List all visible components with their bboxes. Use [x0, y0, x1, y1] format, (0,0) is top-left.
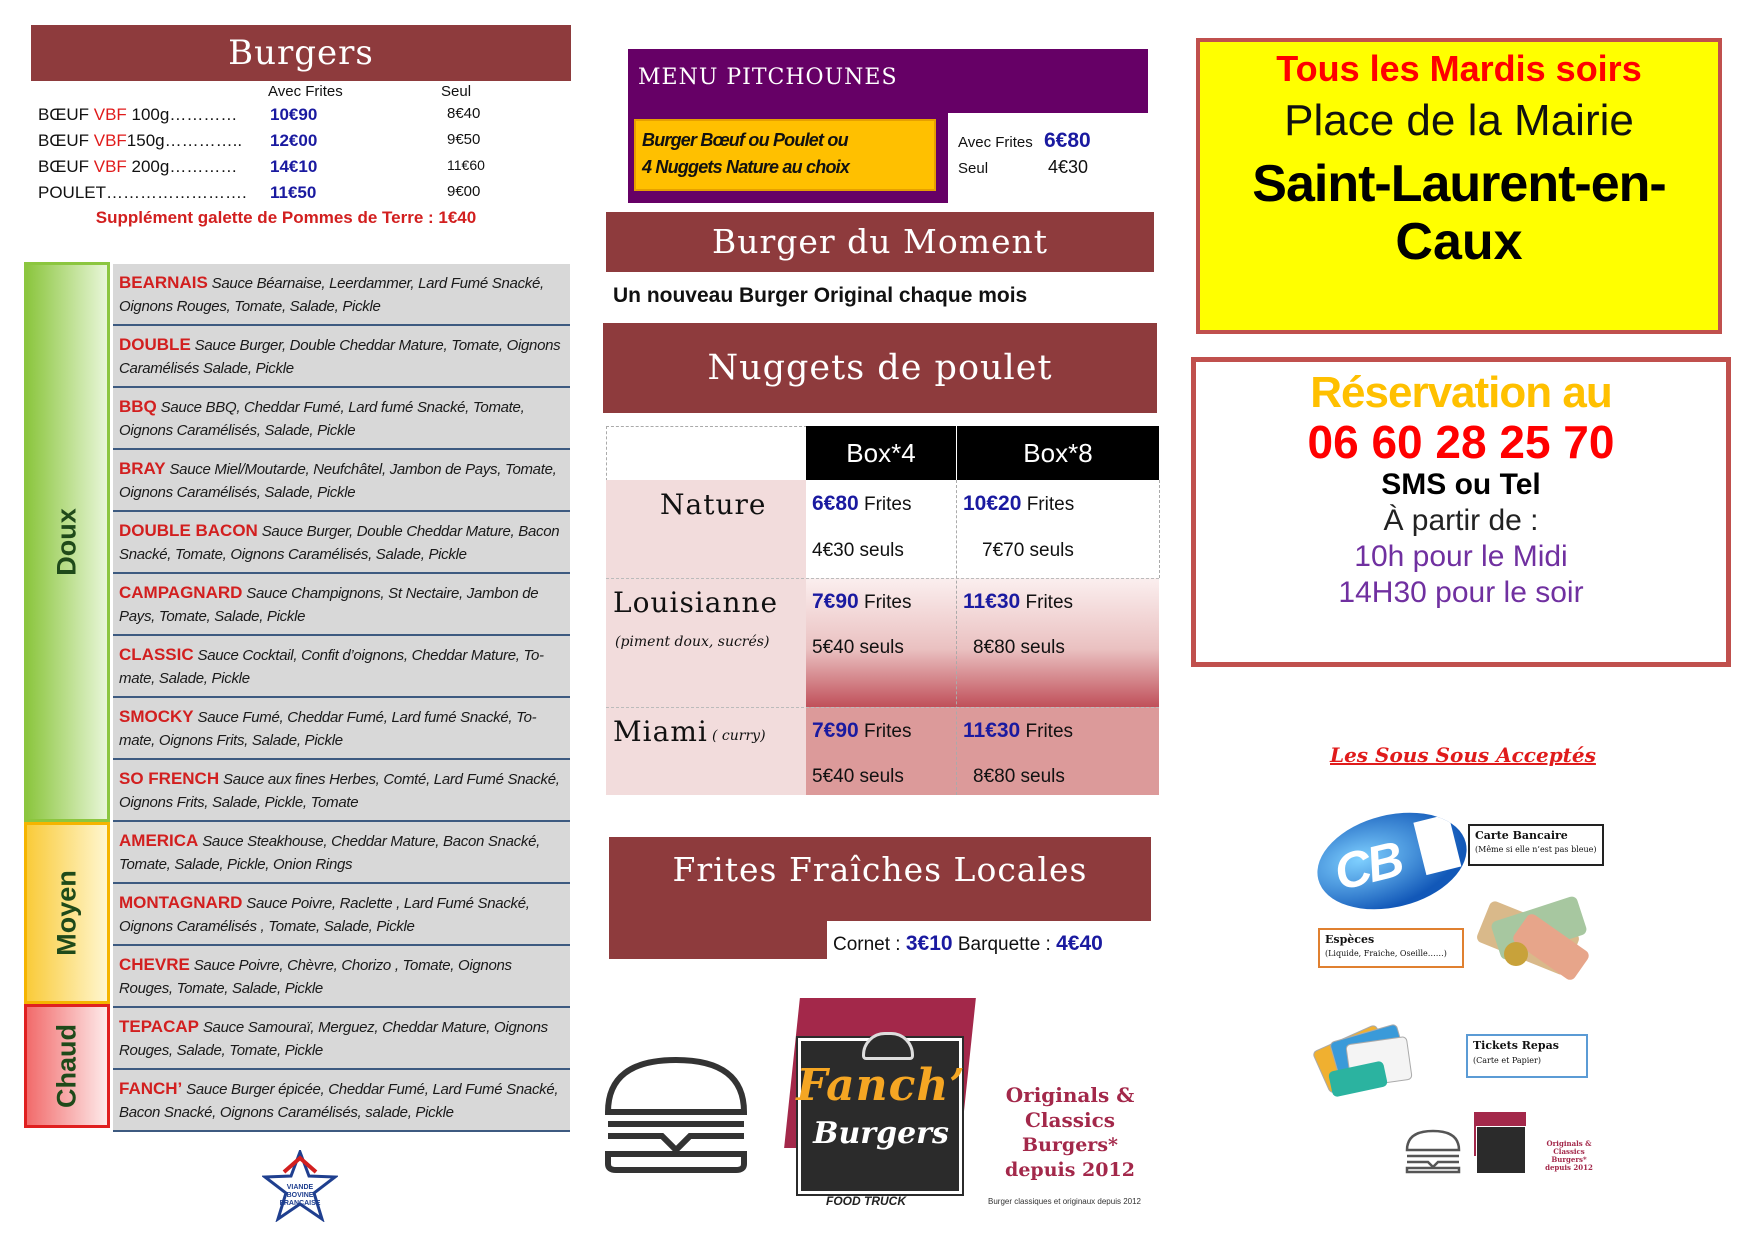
nuggets-title: Nuggets de poulet — [707, 348, 1053, 388]
small-brand-tagline — [1534, 1140, 1604, 1172]
reservation-mode: SMS ou Tel — [1381, 468, 1541, 501]
category-doux-label: Doux — [51, 508, 82, 576]
vbf-label: VBF — [93, 105, 127, 124]
price-frites: 11€50 — [270, 183, 317, 202]
nuggets-header-box4 — [806, 426, 956, 480]
burger-desc: Sauce Samouraï, Merguez, Cheddar Mature, Oignons Rouges, Salade, Tomate, Pickle — [119, 1019, 548, 1059]
cash-label-box — [1318, 928, 1464, 968]
price-row — [38, 157, 498, 183]
price-seul: 9€00 — [447, 183, 481, 200]
burger-desc: Sauce Steakhouse, Cheddar Mature, Bacon Snacké, Tomate, Salade, Pickle, Onion Rings — [119, 833, 540, 873]
burger-name: BRAY — [119, 459, 166, 478]
price-item-name: BŒUF — [38, 157, 94, 176]
barquette-price: 4€40 — [1056, 932, 1103, 955]
burger-item — [113, 698, 570, 760]
nuggets-price: 7€90 — [812, 590, 859, 613]
card-note: (Même si elle n’est pas bleue) — [1475, 845, 1597, 854]
small-tag-line1: Originals & Classics — [1546, 1139, 1592, 1156]
reservation-midi: 10h pour le Midi — [1354, 540, 1568, 573]
category-moyen — [24, 822, 110, 1004]
burger-name: CAMPAGNARD — [119, 583, 243, 602]
burger-item — [113, 450, 570, 512]
nuggets-label-nature: Nature — [660, 488, 767, 521]
moment-text: Un nouveau Burger Original chaque mois — [613, 284, 1028, 307]
burger-name: BEARNAIS — [119, 273, 208, 292]
burger-name: MONTAGNARD — [119, 893, 243, 912]
burger-item — [113, 822, 570, 884]
col-header-frites: Avec Frites — [268, 83, 343, 100]
frites-word: Frites — [864, 721, 912, 742]
burger-item — [113, 884, 570, 946]
burger-desc: Sauce Cocktail, Confit d’oignons, Cheddar Mature, To-mate, Salade, Pickle — [119, 647, 544, 687]
moment-banner — [606, 212, 1154, 272]
pitchounes-frites-price: 6€80 — [1044, 129, 1091, 152]
cornet-label: Cornet : — [833, 934, 906, 955]
pitchounes-box — [628, 49, 1148, 113]
brand-tag-line3: depuis 2012 — [1005, 1159, 1135, 1181]
reservation-box — [1191, 357, 1731, 667]
price-item-size: 150g………….. — [126, 131, 243, 150]
frites-word: Frites — [1026, 494, 1075, 515]
vbf-label: VBF — [93, 157, 127, 176]
burger-name: SMOCKY — [119, 707, 194, 726]
burger-desc: Sauce Miel/Moutarde, Neufchâtel, Jambon de Pays, Tomate, Oignons Caramélisés, Salade, Pickle — [119, 461, 557, 501]
small-tag-line3: depuis 2012 — [1545, 1163, 1593, 1172]
cash-label: Espèces — [1325, 933, 1375, 946]
nuggets-cell — [963, 590, 1073, 614]
frites-title: Frites Fraîches Locales — [672, 850, 1088, 889]
nuggets-price: 10€20 — [963, 492, 1022, 515]
pitchounes-desc-line2: 4 Nuggets Nature au choix — [642, 157, 850, 177]
category-moyen-label: Moyen — [51, 870, 82, 956]
nuggets-seul: 5€40 seuls — [812, 766, 904, 787]
moment-title: Burger du Moment — [711, 222, 1049, 261]
burger-item — [113, 1008, 570, 1070]
burger-name: DOUBLE — [119, 335, 191, 354]
cb-logo-text: CB — [1328, 830, 1407, 902]
vbf-label: VBF — [93, 131, 127, 150]
col-header-seul: Seul — [441, 83, 472, 100]
small-fanch-logo — [1466, 1112, 1532, 1178]
burger-name: DOUBLE BACON — [119, 521, 258, 540]
frites-word: Frites — [864, 494, 912, 515]
nuggets-price: 7€90 — [812, 719, 859, 742]
location-day: Tous les Mardis soirs — [1276, 48, 1642, 89]
nuggets-label-miami: Miami — [613, 715, 708, 748]
burger-name: AMERICA — [119, 831, 199, 850]
burger-desc: Sauce Fumé, Cheddar Fumé, Lard fumé Snacké, To-mate, Oignons Frits, Salade, Pickle — [119, 709, 537, 749]
card-label: Carte Bancaire — [1475, 829, 1568, 842]
location-town-line1: Saint-Laurent-en- — [1252, 155, 1666, 213]
pitchounes-seul-label: Seul — [958, 160, 989, 177]
location-box — [1196, 38, 1722, 334]
burgers-banner — [31, 25, 571, 81]
nuggets-cell — [812, 590, 912, 614]
tickets-label: Tickets Repas — [1473, 1039, 1559, 1052]
price-seul: 9€50 — [447, 131, 481, 148]
price-frites: 14€10 — [270, 157, 318, 176]
burger-desc: Sauce Champignons, St Nectaire, Jambon de Pays, Tomate, Salade, Pickle — [119, 585, 539, 625]
burger-desc: Sauce Burger, Double Cheddar Mature, Tomate, Oignons Caramélisés Salade, Pickle — [119, 337, 561, 377]
burger-item — [113, 636, 570, 698]
burger-desc: Sauce Burger, Double Cheddar Mature, Bacon Snacké, Tomate, Oignons Caramélisés, Salade, Pickle — [119, 523, 560, 563]
pitchounes-desc-line1: Burger Bœuf ou Poulet ou — [642, 130, 848, 150]
brand-tagline — [970, 1083, 1170, 1183]
box4-label: Box*4 — [846, 438, 916, 468]
frites-word: Frites — [1025, 721, 1074, 742]
payments-title: Les Sous Sous Acceptés — [1330, 743, 1596, 767]
nuggets-banner — [603, 323, 1157, 413]
burger-desc: Sauce Béarnaise, Leerdammer, Lard Fumé Snacké, Oignons Rouges, Tomate, Salade, Pickle — [119, 275, 544, 315]
brand-tag-line2: Burgers* — [1022, 1134, 1118, 1156]
nuggets-label-louisianne: Louisianne — [613, 586, 779, 619]
fanch-logo-name: Fanch’ — [796, 1060, 966, 1111]
price-row — [38, 131, 498, 157]
cash-note: (Liquide, Fraiche, Oseille……) — [1325, 949, 1447, 958]
vbf-logo-line3: FRANÇAISE — [279, 1200, 321, 1207]
nuggets-cell — [963, 492, 1074, 516]
reservation-soir: 14H30 pour le soir — [1338, 576, 1584, 609]
price-row — [38, 183, 498, 209]
burger-item — [113, 264, 570, 326]
reservation-from: À partir de : — [1383, 504, 1539, 537]
burger-name: BBQ — [119, 397, 157, 416]
small-tag-line2: Burgers* — [1551, 1155, 1587, 1164]
burger-item — [113, 326, 570, 388]
nuggets-cell — [812, 492, 912, 516]
nuggets-seul: 7€70 seuls — [982, 540, 1074, 561]
burger-name: CLASSIC — [119, 645, 194, 664]
nuggets-seul: 8€80 seuls — [973, 766, 1065, 787]
price-item-name: POULET……………………. — [38, 183, 247, 202]
reservation-title: Réservation au — [1310, 368, 1612, 417]
burger-item — [113, 1070, 570, 1132]
pitchounes-desc-box — [628, 113, 948, 203]
frites-word: Frites — [1025, 592, 1074, 613]
pitchounes-seul-price: 4€30 — [1048, 157, 1089, 177]
brand-footnote: Burger classiques et originaux depuis 2012 — [988, 1197, 1141, 1206]
fanch-logo — [766, 998, 980, 1208]
pitchounes-title: MENU PITCHOUNES — [638, 65, 898, 90]
fanch-logo-burgers: Burgers — [813, 1116, 949, 1151]
burger-desc: Sauce aux fines Herbes, Comté, Lard Fumé Snacké, Oignons Frits, Salade, Pickle, Tomate — [119, 771, 560, 811]
price-frites: 10€90 — [270, 105, 318, 124]
barquette-label: Barquette : — [952, 934, 1057, 955]
category-doux — [24, 262, 110, 822]
price-item-size: 100g………… — [126, 105, 238, 124]
burger-desc: Sauce Poivre, Raclette , Lard Fumé Snacké, Oignons Caramélisés , Tomate, Salade, Pickle — [119, 895, 530, 935]
nuggets-price: 6€80 — [812, 492, 859, 515]
box8-label: Box*8 — [1023, 438, 1093, 468]
nuggets-price: 11€30 — [963, 590, 1021, 613]
food-truck-label: FOOD TRUCK — [826, 1194, 906, 1208]
nuggets-seul: 5€40 seuls — [812, 637, 904, 658]
burger-item — [113, 574, 570, 636]
nuggets-sub-louisianne: (piment doux, sucrés) — [615, 634, 770, 650]
price-item-name: BŒUF — [38, 131, 94, 150]
burger-item — [113, 760, 570, 822]
meal-tickets-icon — [1312, 1014, 1416, 1098]
burger-desc: Sauce Poivre, Chèvre, Chorizo , Tomate, Oignons Rouges, Tomate, Salade, Pickle — [119, 957, 512, 997]
burger-outline-icon — [602, 1056, 750, 1174]
frites-prices — [833, 932, 1103, 956]
cb-card-icon — [1307, 798, 1477, 924]
burgers-title: Burgers — [228, 33, 374, 73]
burger-desc: Sauce BBQ, Cheddar Fumé, Lard fumé Snacké, Tomate, Oignons Caramélisés, Salade, Pickle — [119, 399, 525, 439]
cornet-price: 3€10 — [905, 932, 953, 955]
frites-banner-tail — [609, 921, 827, 959]
location-place: Place de la Mairie — [1284, 96, 1634, 145]
nuggets-cell — [963, 719, 1073, 743]
frites-banner — [609, 837, 1151, 921]
brand-tag-line1: Originals & Classics — [1005, 1083, 1135, 1132]
reservation-phone: 06 60 28 25 70 — [1307, 416, 1615, 468]
price-seul: 11€60 — [447, 157, 485, 173]
category-chaud-label: Chaud — [51, 1024, 82, 1108]
burger-item — [113, 946, 570, 1008]
cash-icon — [1474, 896, 1598, 978]
location-town-line2: Caux — [1395, 213, 1523, 271]
nuggets-price: 11€30 — [963, 719, 1021, 742]
burger-name: CHEVRE — [119, 955, 190, 974]
small-burger-outline-icon — [1404, 1128, 1462, 1176]
price-frites: 12€00 — [270, 131, 318, 150]
pitchounes-frites-label: Avec Frites — [958, 134, 1033, 151]
frites-word: Frites — [864, 592, 912, 613]
nuggets-seul: 8€80 seuls — [973, 637, 1065, 658]
category-chaud — [24, 1004, 110, 1128]
price-item-name: BŒUF — [38, 105, 94, 124]
card-label-box — [1468, 824, 1604, 866]
burger-item — [113, 388, 570, 450]
nuggets-header-box8 — [957, 426, 1159, 480]
burger-name: TEPACAP — [119, 1017, 199, 1036]
nuggets-cell — [812, 719, 912, 743]
burger-name: SO FRENCH — [119, 769, 220, 788]
burger-desc: Sauce Burger épicée, Cheddar Fumé, Lard Fumé Snacké, Bacon Snacké, Oignons Caramélisés, salade, Pickle — [119, 1081, 559, 1121]
price-row — [38, 105, 498, 131]
nuggets-seul: 4€30 seuls — [812, 540, 904, 561]
burger-item — [113, 512, 570, 574]
tickets-label-box — [1466, 1034, 1588, 1078]
price-item-size: 200g………… — [126, 157, 238, 176]
tickets-note: (Carte et Papier) — [1473, 1056, 1541, 1065]
vbf-logo-line1: VIANDE — [286, 1184, 314, 1191]
nuggets-sub-miami: ( curry) — [712, 728, 766, 744]
supplement-text: Supplément galette de Pommes de Terre : 1€40 — [95, 208, 477, 227]
vbf-logo — [262, 1150, 338, 1222]
burger-name: FANCH’ — [119, 1079, 183, 1098]
price-seul: 8€40 — [447, 105, 481, 122]
vbf-logo-line2: BOVINE — [286, 1192, 314, 1199]
